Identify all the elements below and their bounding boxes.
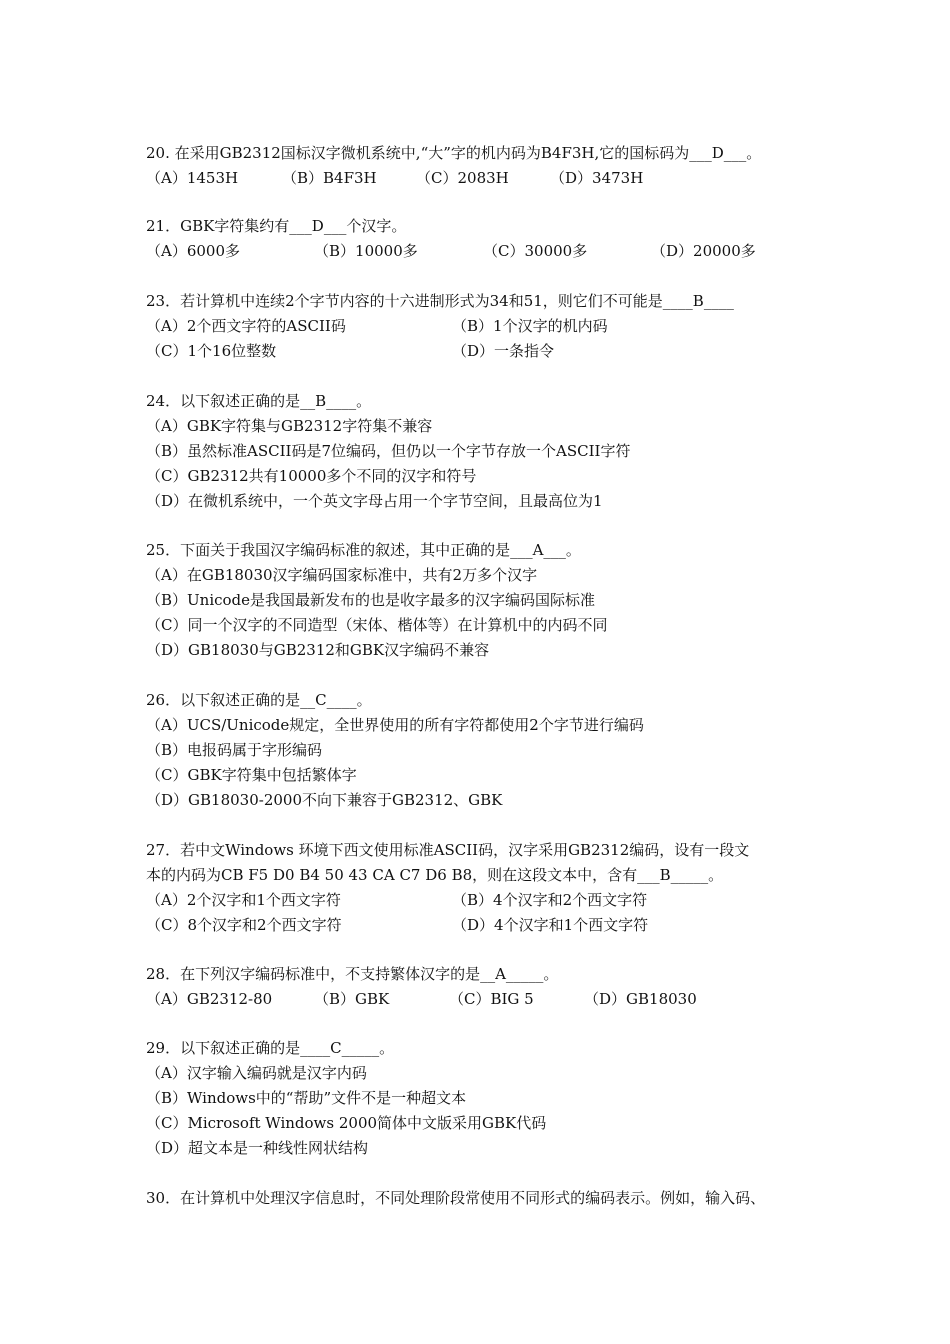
option-b: （B）1个汉字的机内码 <box>452 317 608 335</box>
question-24 <box>146 389 826 514</box>
option-a: （A）GB2312-80 <box>146 990 273 1008</box>
question-stem: 23．若计算机中连续2个字节内容的十六进制形式为34和51，则它们不可能是____B____ <box>146 292 734 310</box>
option-row <box>146 987 826 1012</box>
option-a: （A）1453H <box>146 169 239 187</box>
question-stem-continued: 本的内码为CB F5 D0 B4 50 43 CA C7 D6 B8，则在这段文本中，含有___B_____。 <box>146 866 724 884</box>
option-c: （C）1个16位整数 <box>146 342 277 360</box>
option-d: （D）在微机系统中，一个英文字母占用一个字节空间，且最高位为1 <box>146 492 603 510</box>
option-b: （B）Windows中的“帮助”文件不是一种超文本 <box>146 1089 467 1107</box>
option-row <box>146 339 826 364</box>
option-c: （C）同一个汉字的不同造型（宋体、楷体等）在计算机中的内码不同 <box>146 616 608 634</box>
option-a: （A）在GB18030汉字编码国家标准中，共有2万多个汉字 <box>146 566 538 584</box>
option-d: （D）3473H <box>550 169 644 187</box>
option-c: （C）GB2312共有10000多个不同的汉字和符号 <box>146 467 477 485</box>
option-a: （A）UCS/Unicode规定，全世界使用的所有字符都使用2个字节进行编码 <box>146 716 644 734</box>
question-30 <box>146 1186 826 1211</box>
question-25 <box>146 538 826 663</box>
option-a: （A）GBK字符集与GB2312字符集不兼容 <box>146 417 433 435</box>
question-20 <box>146 141 826 191</box>
option-d: （D）一条指令 <box>452 342 555 360</box>
option-c: （C）8个汉字和2个西文字符 <box>146 916 342 934</box>
question-29 <box>146 1036 826 1161</box>
option-b: （B）10000多 <box>314 242 418 260</box>
option-b: （B）虽然标准ASCII码是7位编码，但仍以一个字节存放一个ASCII字符 <box>146 442 631 460</box>
option-row <box>146 913 826 938</box>
question-stem: 24．以下叙述正确的是__B____。 <box>146 392 372 410</box>
option-row <box>146 166 826 191</box>
option-a: （A）6000多 <box>146 242 241 260</box>
question-26 <box>146 688 826 813</box>
option-d: （D）GB18030-2000不向下兼容于GB2312、GBK <box>146 791 503 809</box>
option-row <box>146 314 826 339</box>
option-b: （B）电报码属于字形编码 <box>146 741 323 759</box>
option-d: （D）超文本是一种线性网状结构 <box>146 1139 369 1157</box>
option-row <box>146 239 826 264</box>
option-c: （C）GBK字符集中包括繁体字 <box>146 766 357 784</box>
option-d: （D）GB18030 <box>584 990 697 1008</box>
option-c: （C）2083H <box>416 169 509 187</box>
question-27 <box>146 838 826 938</box>
question-stem: 26．以下叙述正确的是__C____。 <box>146 691 372 709</box>
option-b: （B）B4F3H <box>282 169 377 187</box>
option-a: （A）2个西文字符的ASCII码 <box>146 317 346 335</box>
question-28 <box>146 962 826 1012</box>
question-stem: 29．以下叙述正确的是____C_____。 <box>146 1039 395 1057</box>
option-a: （A）汉字输入编码就是汉字内码 <box>146 1064 367 1082</box>
option-c: （C）BIG 5 <box>449 990 534 1008</box>
question-stem: 30．在计算机中处理汉字信息时，不同处理阶段常使用不同形式的编码表示。例如，输入码、 <box>146 1189 766 1207</box>
question-stem: 20. 在采用GB2312国标汉字微机系统中,“大”字的机内码为B4F3H,它的国标码为___D___。 <box>146 144 762 162</box>
question-stem: 21．GBK字符集约有___D___个汉字。 <box>146 217 407 235</box>
option-a: （A）2个汉字和1个西文字符 <box>146 891 341 909</box>
option-d: （D）20000多 <box>651 242 756 260</box>
option-c: （C）30000多 <box>483 242 588 260</box>
question-stem: 27．若中文Windows 环境下西文使用标准ASCII码，汉字采用GB2312编码，设有一段文 <box>146 841 750 859</box>
option-c: （C）Microsoft Windows 2000简体中文版采用GBK代码 <box>146 1114 547 1132</box>
option-b: （B）4个汉字和2个西文字符 <box>452 891 648 909</box>
question-stem: 28．在下列汉字编码标准中，不支持繁体汉字的是__A_____。 <box>146 965 559 983</box>
option-b: （B）GBK <box>314 990 390 1008</box>
option-d: （D）GB18030与GB2312和GBK汉字编码不兼容 <box>146 641 490 659</box>
option-b: （B）Unicode是我国最新发布的也是收字最多的汉字编码国际标准 <box>146 591 596 609</box>
option-d: （D）4个汉字和1个西文字符 <box>452 916 649 934</box>
option-row <box>146 888 826 913</box>
question-21 <box>146 214 826 264</box>
question-stem: 25．下面关于我国汉字编码标准的叙述，其中正确的是___A___。 <box>146 541 581 559</box>
question-23 <box>146 289 826 364</box>
